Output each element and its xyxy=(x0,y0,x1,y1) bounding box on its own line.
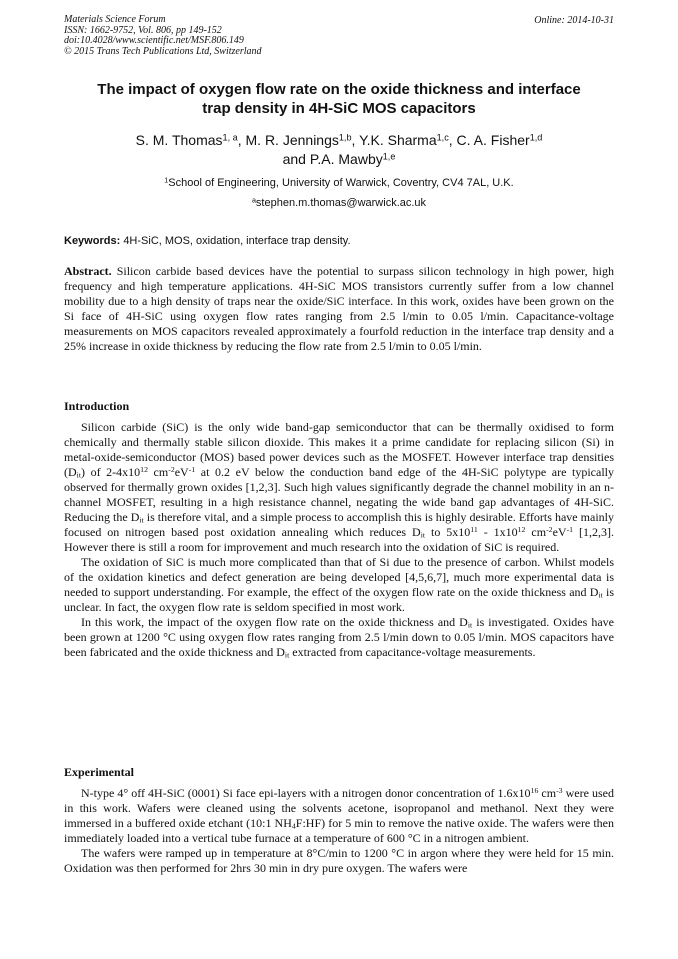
author-affil-mark: 1,c xyxy=(436,132,449,143)
journal-header xyxy=(64,15,262,57)
author-name: Y.K. Sharma xyxy=(359,132,437,148)
introduction-body xyxy=(64,420,614,660)
author-affil-mark: 1,d xyxy=(529,132,543,143)
author-conjunction: and xyxy=(282,151,306,167)
journal-name: Materials Science Forum xyxy=(64,14,166,25)
paper-title xyxy=(60,80,618,118)
author-affil-mark: 1, a xyxy=(222,132,238,143)
affiliation-text: School of Engineering, University of Warwick, Coventry, CV4 7AL, U.K. xyxy=(168,177,514,189)
author-affil-mark: 1,b xyxy=(338,132,352,143)
online-date: Online: 2014-10-31 xyxy=(534,15,614,26)
email-mark: a xyxy=(251,196,256,205)
experimental-paragraph-2: The wafers were ramped up in temperature at 8°C/min to 1200 °C in argon where they were held for 15 min. Oxidation was then performed for 2hrs 30 min in dry pure oxygen. The wafers were xyxy=(64,846,614,875)
title-line-2: trap density in 4H-SiC MOS capacitors xyxy=(202,100,476,117)
experimental-paragraph-1: N-type 4° off 4H-SiC (0001) Si face epi-layers with a nitrogen donor concentration of $1.6x10^{16}$ $cm^{-3}$ were used in this work. Wafers were cleaned using the solvents acetone, isopropanol and methanol. Next they were immersed in a buffered oxide etchant (10:1 $NH_4F:HF$) for 5 min to remove the native oxide. The wafers were then immediately loaded into a vertical tube furnace at a temperature of 600 °C in a nitrogen ambient. xyxy=(64,786,614,845)
keywords-text: 4H-SiC, MOS, oxidation, interface trap density. xyxy=(123,235,351,247)
intro-paragraph-3: In this work, the impact of the oxygen flow rate on the oxide thickness and $D_{it}$ is investigated. Oxides have been grown at 1200 °C using oxygen flow rates ranging from 2.5 l/min down to 0.05 l/min. MOS capacitors have been fabricated and the oxide thickness and $D_{it}$ extracted from capacitance-voltage measurements. xyxy=(64,615,615,660)
author-name: C. A. Fisher xyxy=(456,132,530,148)
contact-email xyxy=(60,196,618,210)
author-affil-mark: 1,e xyxy=(382,151,396,162)
issn: ISSN: 1662-9752, Vol. 806, pp 149-152 xyxy=(64,24,222,36)
abstract xyxy=(64,264,614,354)
abstract-text: Silicon carbide based devices have the potential to surpass silicon technology in high power, high frequency and high temperature applications. 4H-SiC MOS transistors currently suffer from a low channel mobility due to a high density of traps near the oxide/SiC interface. In this work, oxides have been grown on the Si face of 4H-SiC using oxygen flow rates ranging from 2.5 l/min to 0.05 l/min. Capacitance-voltage measurements on MOS capacitors revealed approximately a fourfold reduction in the interface trap density and a 25% increase in oxide thickness by reducing the flow rate from 2.5 l/min to 0.05 l/min. xyxy=(64,264,614,353)
experimental-body xyxy=(64,786,614,876)
author-name: P.A. Mawby xyxy=(309,151,383,167)
intro-paragraph-2: The oxidation of SiC is much more complicated than that of Si due to the presence of carbon. Whilst models of the oxidation kinetics and defect generation are being developed [4,5,6,7], much more experimental data is needed to support understanding. For example, the effect of the oxygen flow rate on the oxide thickness and $D_{it}$ is unclear. In fact, the oxygen flow rate is seldom specified in most work. xyxy=(64,555,614,614)
abstract-label: Abstract. xyxy=(64,264,112,278)
affiliation xyxy=(60,176,618,190)
affiliation-mark: 1 xyxy=(164,176,169,185)
author-list: S. M. Thomas$^{1, a}$, M. R. Jennings$^{1,b}$, Y.K. Sharma$^{1,c}$, C. A. Fisher$^{1,d}$ and P.A. Mawby$^{1,e}$ xyxy=(135,132,543,167)
title-line-1: The impact of oxygen flow rate on the oxide thickness and interface xyxy=(97,81,581,98)
intro-paragraph-1: Silicon carbide (SiC) is the only wide band-gap semiconductor that can be thermally oxidised to form chemically and thermally stable silicon dioxide. This makes it a prime candidate for replacing silicon (Si) in metal-oxide-semiconductor (MOS) based power devices such as the MOSFET. However interface trap densities $(D_{it})$ of $2-4x10^{12}$ $cm^{-2}eV^{-1}$ at 0.2 eV below the conduction band edge of the 4H-SiC polytype are typically observed for thermally grown oxides [1,2,3]. Such high values significantly degrade the channel mobility in an n-channel MOSFET, resulting in a high resistance channel, negating the wide band gap advantages of 4H-SiC. Reducing the $D_{it}$ is therefore vital, and a simple process to accomplish this is highly desirable. Efforts have mainly focused on nitrogen based post oxidation annealing which reduces $D_{it}$ to $5x10^{11} - 1x10^{12}$ $cm^{-2}eV^{-1}$ [1,2,3]. However there is still a room for improvement and much research into the oxidation of SiC is required. xyxy=(64,420,614,554)
introduction-heading: Introduction xyxy=(64,399,130,413)
copyright: © 2015 Trans Tech Publications Ltd, Switzerland xyxy=(64,45,262,57)
email-text: stephen.m.thomas@warwick.ac.uk xyxy=(255,197,427,209)
experimental-heading: Experimental xyxy=(64,765,134,779)
keywords-label: Keywords: xyxy=(64,235,121,247)
doi: doi:10.4028/www.scientific.net/MSF.806.149 xyxy=(64,35,244,46)
author-name: S. M. Thomas xyxy=(135,132,223,148)
keywords xyxy=(64,234,614,248)
author-name: M. R. Jennings xyxy=(245,132,339,148)
